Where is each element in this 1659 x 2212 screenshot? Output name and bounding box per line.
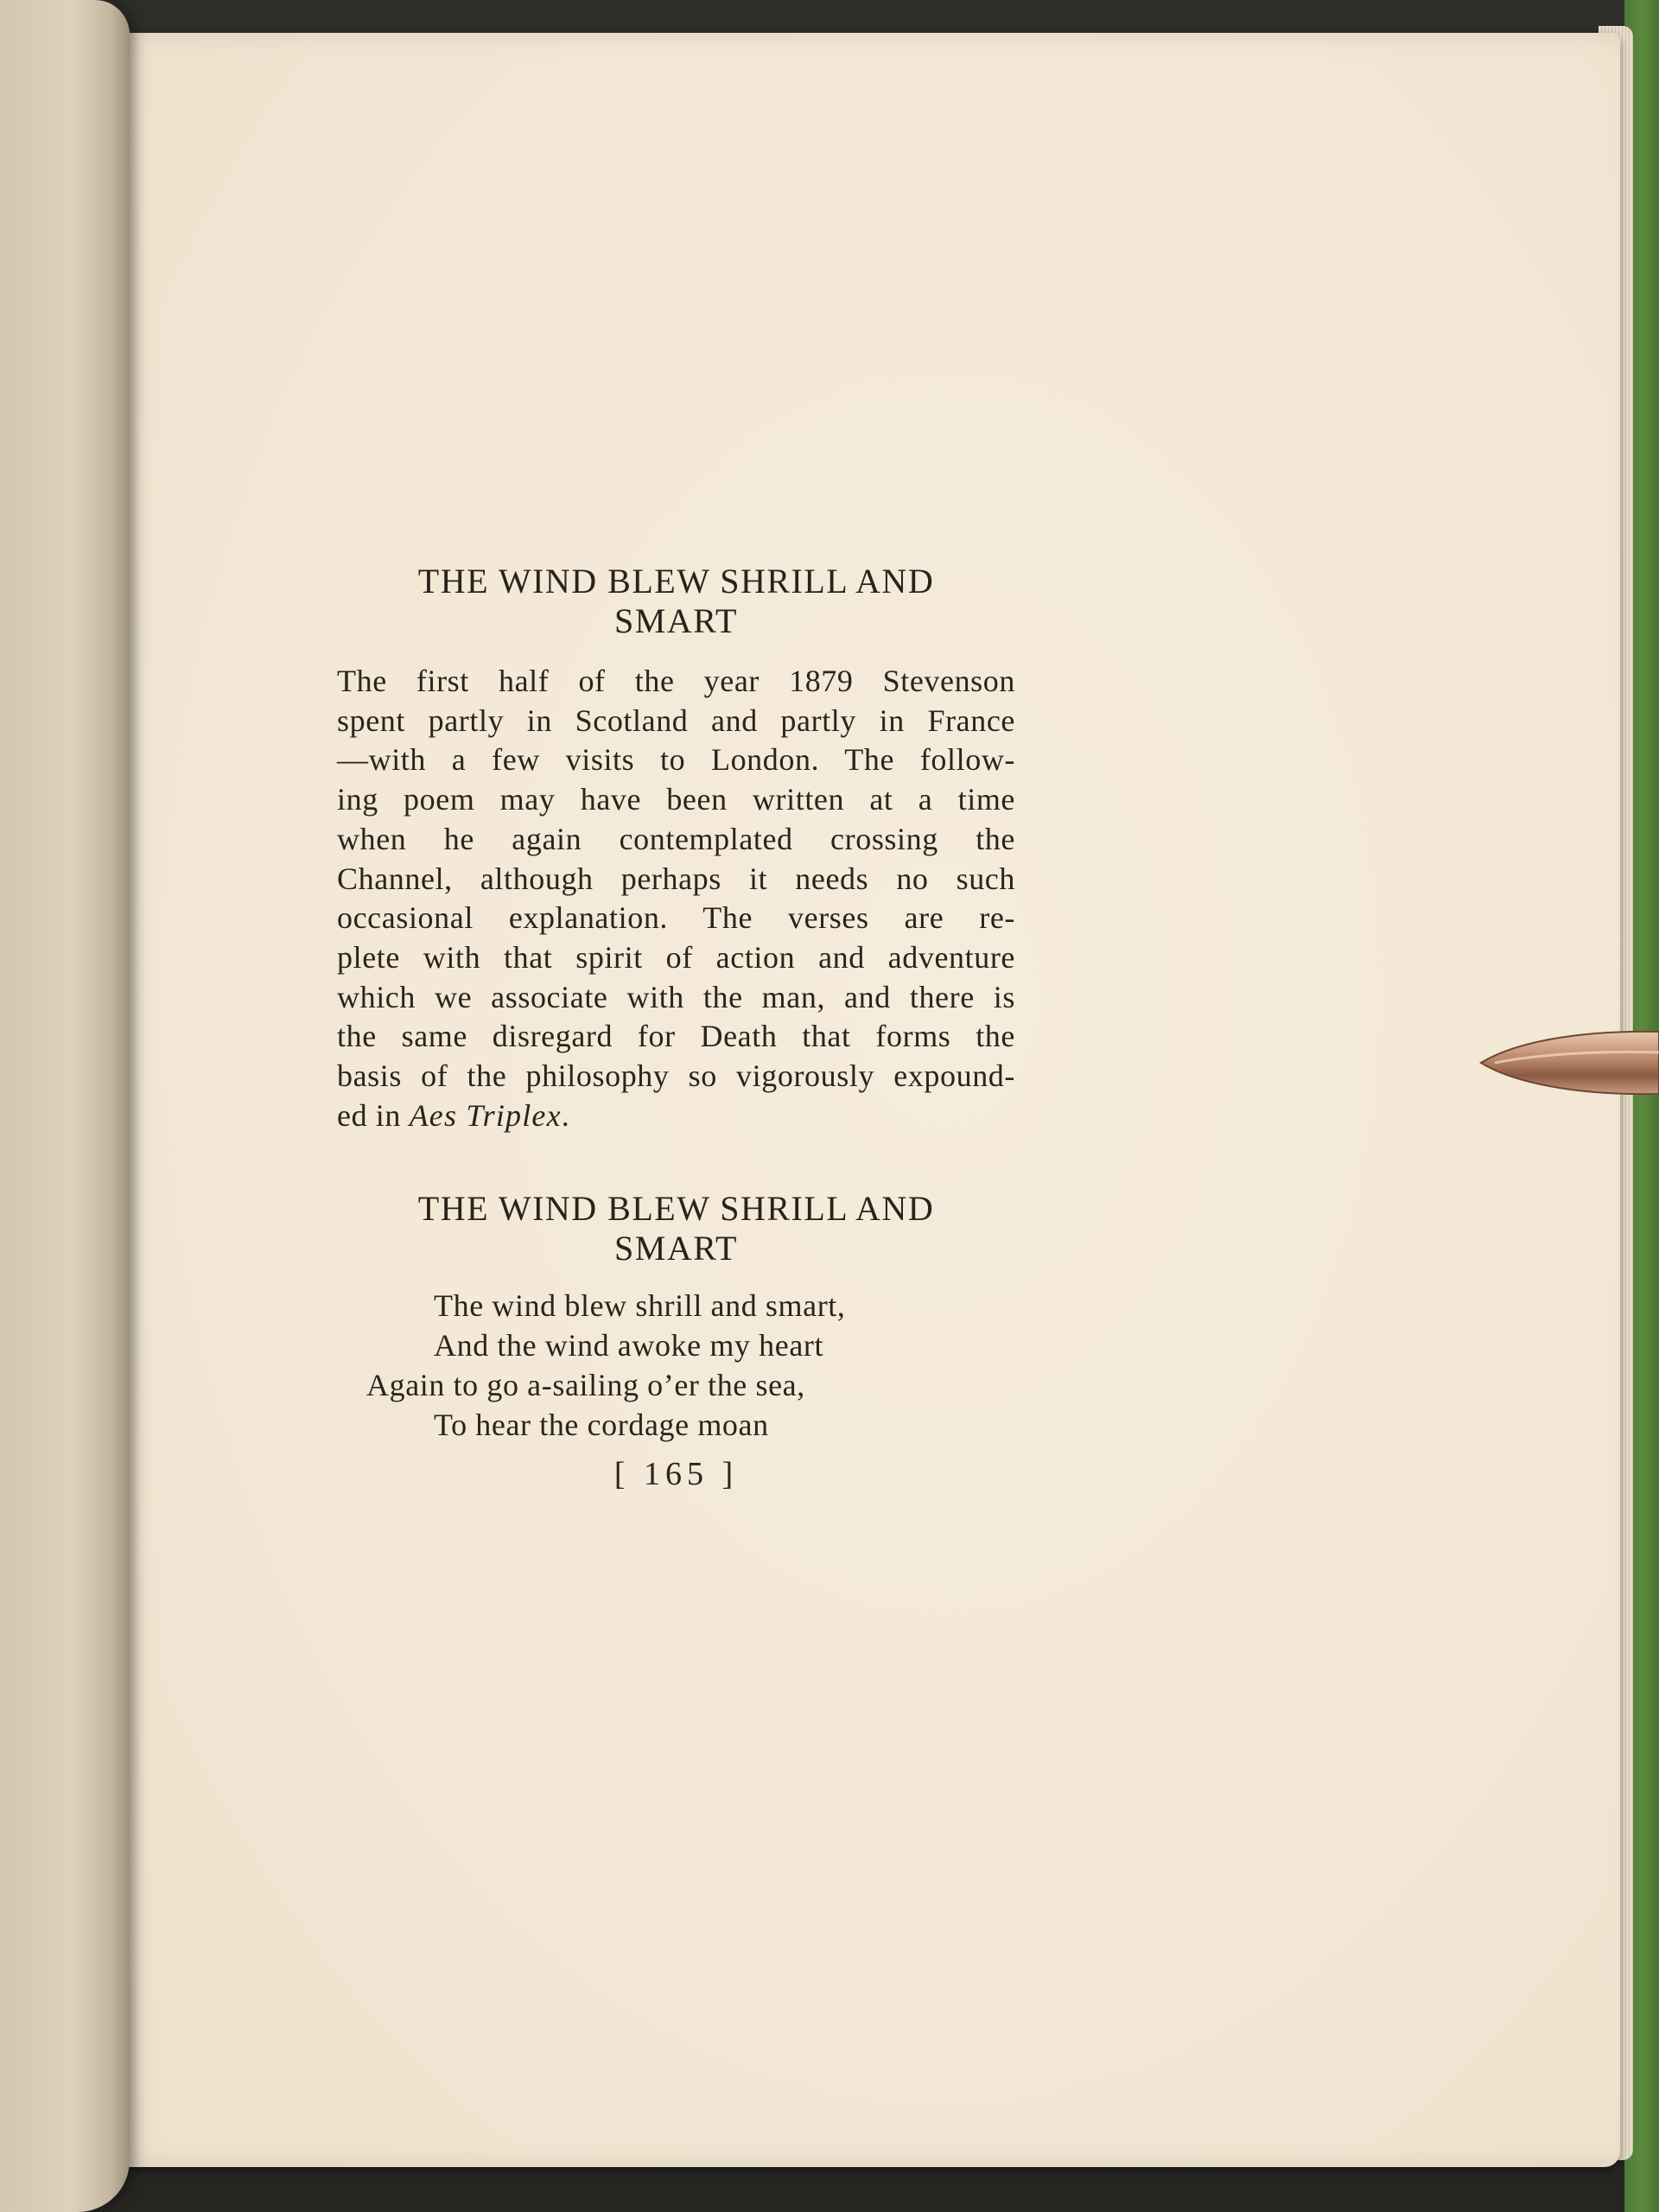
intro-paragraph — [337, 662, 1015, 1135]
section-heading-line-1: THE WIND BLEW SHRILL AND — [417, 562, 935, 601]
left-facing-page — [0, 0, 130, 2212]
prose-line: which we associate with the man, and there is — [337, 979, 1015, 1014]
prose-line: when he again contemplated crossing the — [337, 821, 1015, 856]
prose-line: basis of the philosophy so vigorously expound- — [337, 1058, 1015, 1094]
prose-line: plete with that spirit of action and adventure — [337, 939, 1015, 975]
prose-line: —with a few visits to London. The follow- — [337, 742, 1015, 778]
prose-line: occasional explanation. The verses are re- — [337, 900, 1015, 936]
text-block — [337, 562, 1015, 1493]
metal-pointer-icon — [1478, 1020, 1659, 1106]
prose-last-suffix: . — [561, 1097, 570, 1133]
section-heading-line-2: SMART — [614, 601, 738, 640]
prose-line: The first half of the year 1879 Stevenson — [337, 664, 1015, 698]
page-number: [ 165 ] — [613, 1456, 739, 1493]
poem — [337, 1286, 1015, 1445]
poem-line: To hear the cordage moan — [434, 1408, 769, 1443]
essay-title: Aes Triplex — [409, 1097, 562, 1133]
poem-title-line-2: SMART — [614, 1229, 738, 1268]
poem-line: The wind blew shrill and smart, — [434, 1288, 846, 1324]
prose-line: ing poem may have been written at a time — [337, 782, 1015, 817]
poem-line: Again to go a-sailing o’er the sea, — [366, 1368, 805, 1403]
prose-line: spent partly in Scotland and partly in France — [337, 702, 1015, 738]
poem-line: And the wind awoke my heart — [434, 1328, 824, 1363]
section-heading — [337, 562, 1015, 641]
prose-line: the same disregard for Death that forms the — [337, 1019, 1015, 1054]
poem-title — [337, 1189, 1015, 1268]
prose-last-prefix: ed in — [337, 1097, 410, 1133]
poem-title-line-1: THE WIND BLEW SHRILL AND — [417, 1189, 935, 1229]
prose-line-last — [337, 1096, 1015, 1136]
prose-line: Channel, although perhaps it needs no such — [337, 861, 1015, 896]
